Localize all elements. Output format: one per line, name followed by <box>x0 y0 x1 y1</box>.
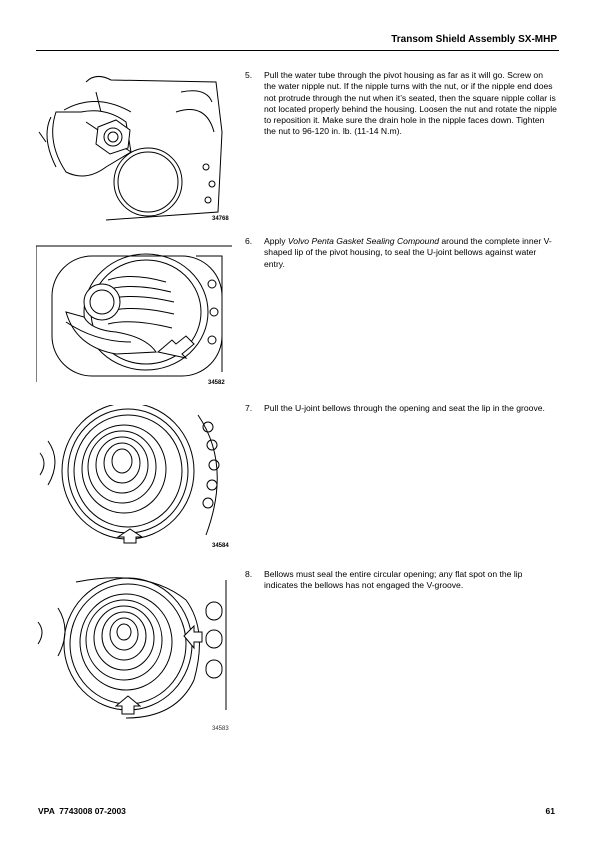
figure-illustration <box>36 405 232 545</box>
product-name: Volvo Penta Gasket Sealing Compound <box>287 236 440 246</box>
figure-number: 34768 <box>212 216 229 222</box>
figure-illustration <box>36 242 232 382</box>
footer-page-number: 61 <box>545 806 555 816</box>
step-text: Pull the water tube through the pivot housing as far as it will go. Screw on the water nipple nut. If the nipple turns with the nut, or if the nipple end does not protrude through the nut when it’s seated, then the square nipple collar is not located properly behind the housing. Loosen the nut and rotate the nipple to reposition it. Make sure the drain hole in the nipple faces down. Tighten the nut to 96-120 in. lb. (11-14 N.m). <box>264 70 557 137</box>
figure-number: 34584 <box>212 543 229 549</box>
step-text <box>264 236 557 270</box>
figure-bellows-seated <box>36 405 232 555</box>
figure-sealing-compound <box>36 242 232 392</box>
step-8 <box>245 569 557 592</box>
step-text-after: around the complete inner V-shaped lip of the pivot housing, to seal the U-joint bellows against water entry. <box>264 236 552 269</box>
step-7 <box>245 403 557 414</box>
footer-document-number: VPA 7743008 07-2003 <box>38 806 126 816</box>
figure-illustration <box>36 570 232 720</box>
step-number: 7. <box>245 403 253 413</box>
figure-bellows-seal-check <box>36 570 232 740</box>
step-number: 5. <box>245 70 253 80</box>
header-rule <box>36 50 559 51</box>
figure-wrench-nipple-nut <box>36 72 232 232</box>
step-number: 6. <box>245 236 253 246</box>
figure-number: 34582 <box>208 380 225 386</box>
step-text-before: Apply <box>264 236 288 246</box>
figure-illustration <box>36 72 232 222</box>
step-number: 8. <box>245 569 253 579</box>
step-text: Bellows must seal the entire circular opening; any flat spot on the lip indicates the bellows has not engaged the V-groove. <box>264 569 523 591</box>
step-text: Pull the U-joint bellows through the opening and seat the lip in the groove. <box>264 403 545 413</box>
step-6 <box>245 236 557 270</box>
step-5 <box>245 70 557 138</box>
figure-number: 34583 <box>212 726 229 732</box>
page-header-title: Transom Shield Assembly SX-MHP <box>391 34 557 45</box>
